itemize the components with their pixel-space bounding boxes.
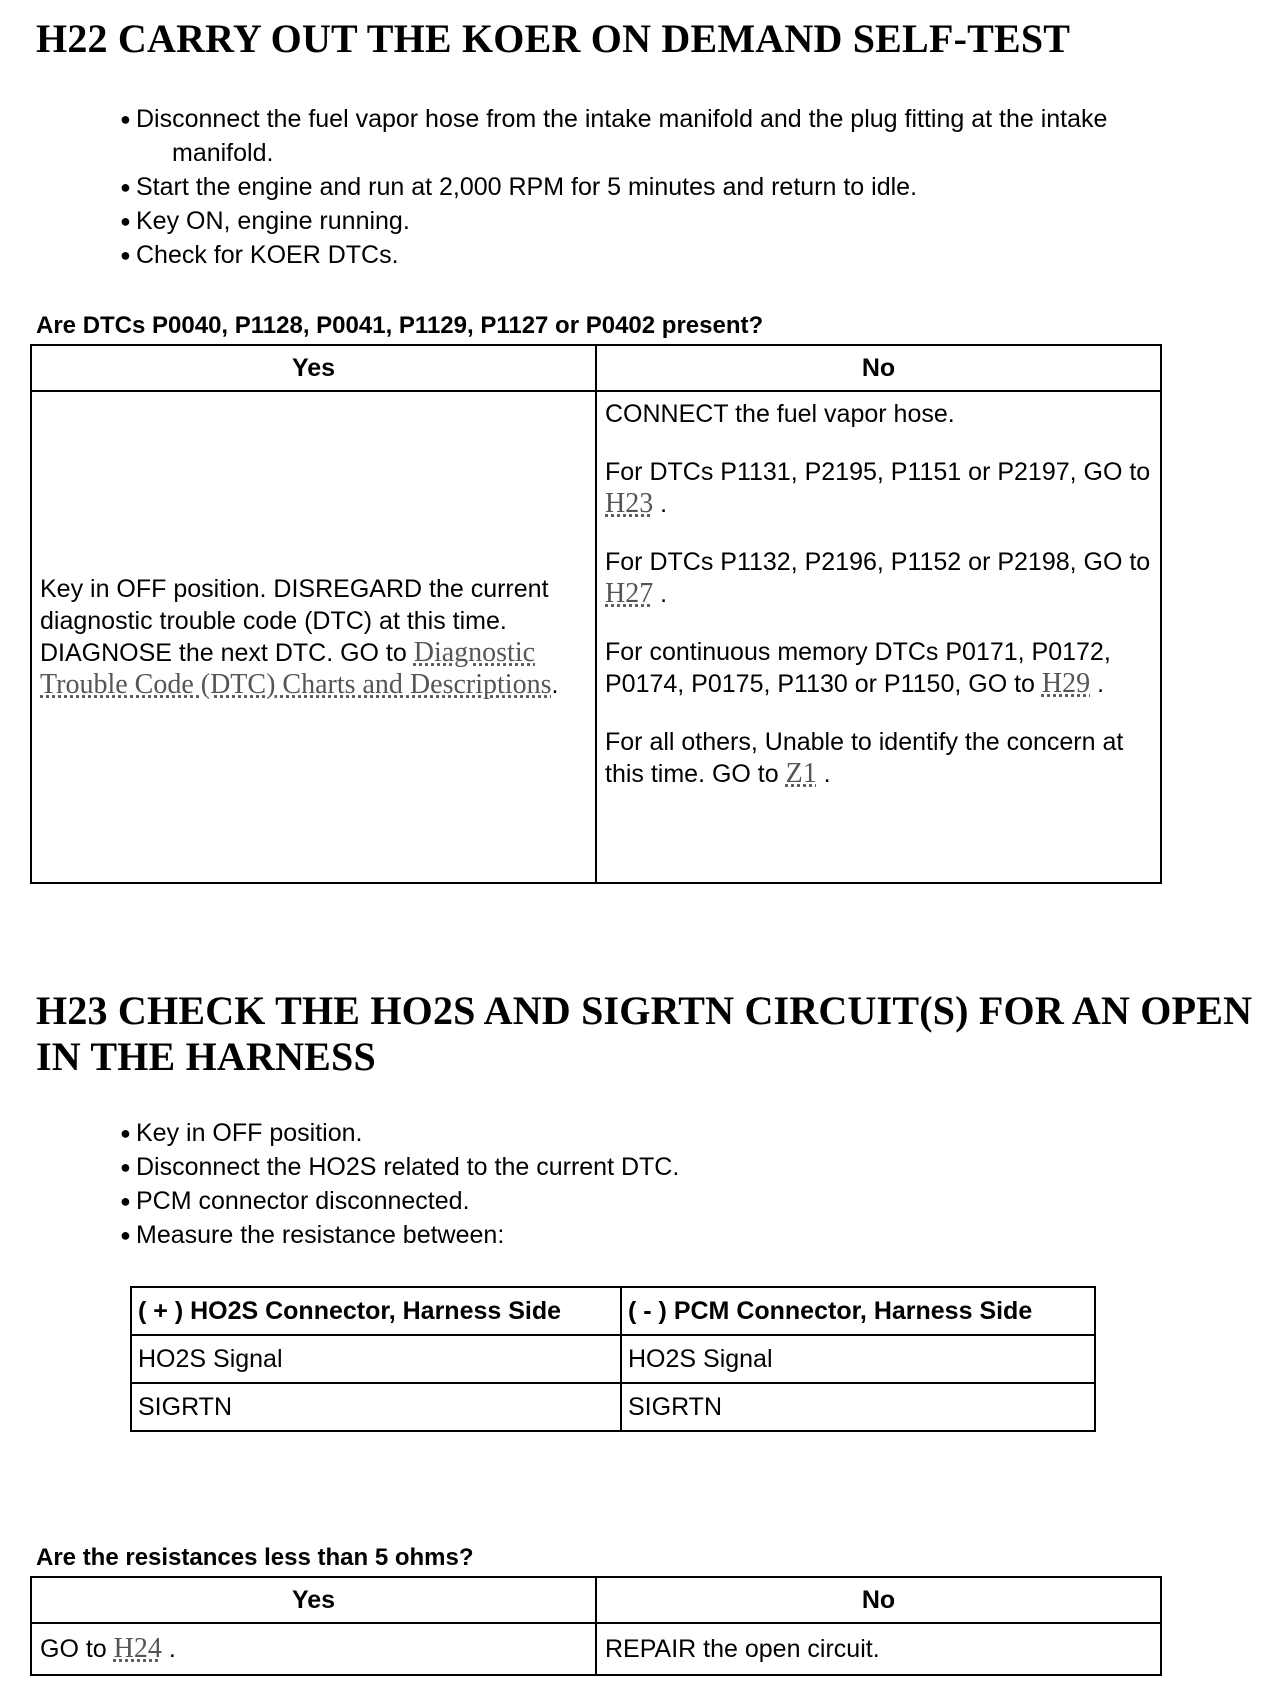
h23-steps	[120, 1116, 1220, 1252]
yes-header: Yes	[31, 1577, 596, 1623]
h24-link[interactable]: H24	[113, 1633, 162, 1664]
yes-cell: GO to H24 .	[31, 1623, 596, 1675]
h22-question: Are DTCs P0040, P1128, P0041, P1129, P1127 or P0402 present?	[36, 312, 764, 339]
h23-title: H23 CHECK THE HO2S AND SIGRTN CIRCUIT(S) FOR AN OPEN IN THE HARNESS	[36, 988, 1253, 1079]
dtc-charts-link[interactable]: Diagnostic Trouble Code (DTC) Charts and Descriptions	[40, 637, 552, 700]
h22-steps	[120, 102, 1240, 272]
no-item: CONNECT the fuel vapor hose.	[605, 400, 955, 428]
h22-decision-table	[30, 344, 1162, 884]
no-header: No	[596, 1577, 1161, 1623]
no-item: For DTCs P1132, P2196, P1152 or P2198, GO to H27 .	[605, 548, 1151, 609]
no-header: No	[596, 345, 1161, 391]
step-item: ● Disconnect the fuel vapor hose from the intake manifold and the plug fitting at the intake manifold.	[120, 105, 1108, 167]
h23-decision-table	[30, 1576, 1162, 1676]
step-item: ● Check for KOER DTCs.	[120, 241, 399, 269]
pcm-connector-header: ( - ) PCM Connector, Harness Side	[621, 1287, 1095, 1335]
h29-link[interactable]: H29	[1041, 668, 1091, 699]
no-cell	[596, 391, 1161, 883]
step-item: ● Measure the resistance between:	[120, 1221, 505, 1249]
h23-question: Are the resistances less than 5 ohms?	[36, 1544, 474, 1571]
h27-link[interactable]: H27	[605, 578, 654, 609]
table-row: HO2S Signal HO2S Signal	[131, 1335, 1095, 1383]
yes-header: Yes	[31, 345, 596, 391]
table-row: SIGRTN SIGRTN	[131, 1383, 1095, 1431]
no-item: For DTCs P1131, P2195, P1151 or P2197, GO to H23 .	[605, 458, 1151, 519]
step-item: ● Disconnect the HO2S related to the current DTC.	[120, 1153, 680, 1181]
step-item: ● Key ON, engine running.	[120, 207, 410, 235]
ho2s-connector-header: ( + ) HO2S Connector, Harness Side	[131, 1287, 621, 1335]
h23-link[interactable]: H23	[605, 488, 654, 519]
measurement-table	[130, 1286, 1096, 1432]
step-item: ● PCM connector disconnected.	[120, 1187, 470, 1215]
no-item: For continuous memory DTCs P0171, P0172, P0174, P0175, P1130 or P1150, GO to H29 .	[605, 638, 1111, 699]
no-cell: REPAIR the open circuit.	[596, 1623, 1161, 1675]
z1-link[interactable]: Z1	[785, 758, 817, 789]
h22-title: H22 CARRY OUT THE KOER ON DEMAND SELF-TEST	[36, 16, 1071, 61]
no-item: For all others, Unable to identify the concern at this time. GO to Z1 .	[605, 728, 1124, 789]
step-item: ● Key in OFF position.	[120, 1119, 363, 1147]
step-item: ● Start the engine and run at 2,000 RPM for 5 minutes and return to idle.	[120, 173, 918, 201]
yes-cell: Key in OFF position. DISREGARD the current diagnostic trouble code (DTC) at this time. DIAGNOSE the next DTC. GO to Diagnostic Trouble Code (DTC) Charts and Descriptions.	[31, 391, 596, 883]
